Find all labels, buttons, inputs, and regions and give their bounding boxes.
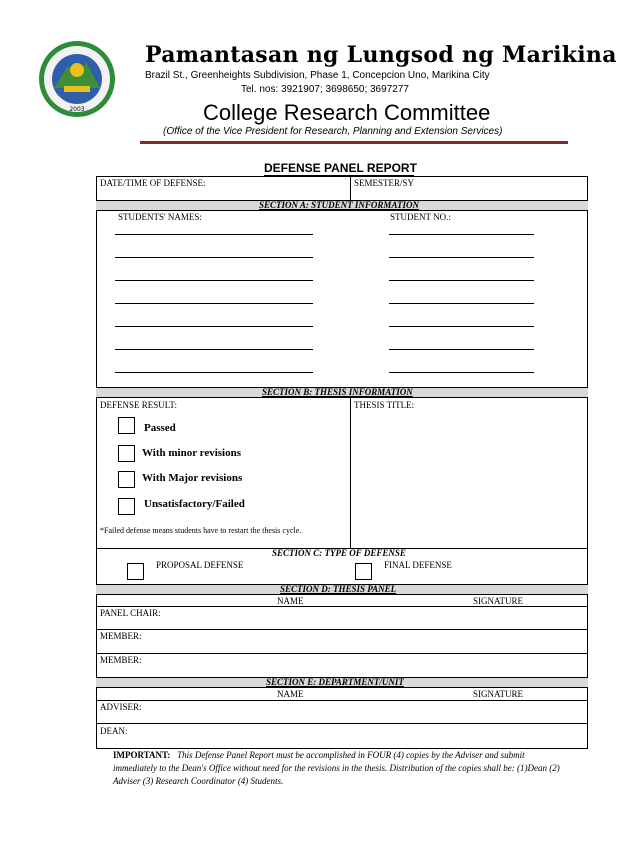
dept-name-column: NAME <box>277 689 304 699</box>
student-no-line-4[interactable] <box>389 303 534 304</box>
student-name-line-7[interactable] <box>115 372 313 373</box>
university-seal-logo <box>38 40 116 118</box>
university-name: Pamantasan ng Lungsod ng Marikina <box>145 42 617 68</box>
form-frame <box>96 176 588 749</box>
student-name-line-1[interactable] <box>115 234 313 235</box>
proposal-defense-checkbox[interactable] <box>127 563 144 580</box>
form-title: DEFENSE PANEL REPORT <box>264 161 417 175</box>
defense-result-label: DEFENSE RESULT: <box>100 400 177 410</box>
divider <box>96 606 588 607</box>
failed-checkbox[interactable] <box>118 498 135 515</box>
final-defense-checkbox[interactable] <box>355 563 372 580</box>
minor-revisions-checkbox[interactable] <box>118 445 135 462</box>
proposal-defense-label: PROPOSAL DEFENSE <box>156 560 244 570</box>
important-notice <box>113 749 568 788</box>
section-c-title: SECTION C: TYPE OF DEFENSE <box>272 548 406 558</box>
panel-signature-column: SIGNATURE <box>473 596 524 606</box>
panel-name-column: NAME <box>277 596 304 606</box>
committee-name: College Research Committee <box>203 100 491 125</box>
thesis-title-label: THESIS TITLE: <box>354 400 415 410</box>
student-name-line-5[interactable] <box>115 326 313 327</box>
university-address: Brazil St., Greenheights Subdivision, Phase 1, Concepcion Uno, Marikina City <box>145 70 490 81</box>
minor-revisions-label: With minor revisions <box>142 447 242 459</box>
student-name-line-4[interactable] <box>115 303 313 304</box>
telephone-numbers: Tel. nos: 3921907; 3698650; 3697277 <box>241 84 409 95</box>
divider <box>350 176 351 200</box>
member-1-label: MEMBER: <box>100 631 142 641</box>
student-name-line-6[interactable] <box>115 349 313 350</box>
passed-checkbox[interactable] <box>118 417 135 434</box>
major-revisions-label: With Major revisions <box>142 472 243 484</box>
student-name-line-2[interactable] <box>115 257 313 258</box>
dean-label: DEAN: <box>100 726 128 736</box>
student-no-line-6[interactable] <box>389 349 534 350</box>
section-d-title: SECTION D: THESIS PANEL <box>280 584 397 594</box>
student-no-line-2[interactable] <box>389 257 534 258</box>
student-no-line-1[interactable] <box>389 234 534 235</box>
date-time-label: DATE/TIME OF DEFENSE: <box>100 178 206 188</box>
member-2-label: MEMBER: <box>100 655 142 665</box>
divider <box>96 700 588 701</box>
failed-label: Unsatisfactory/Failed <box>144 498 245 510</box>
failed-note: *Failed defense means students have to restart the thesis cycle. <box>100 526 302 535</box>
section-a-title: SECTION A: STUDENT INFORMATION <box>259 200 419 210</box>
student-no-line-5[interactable] <box>389 326 534 327</box>
logo-year: 2003 <box>69 106 85 113</box>
major-revisions-checkbox[interactable] <box>118 471 135 488</box>
adviser-row-line[interactable] <box>96 723 588 724</box>
divider <box>350 398 351 548</box>
panel-chair-row-line[interactable] <box>96 629 588 630</box>
student-no-label: STUDENT NO.: <box>390 212 451 222</box>
important-text: This Defense Panel Report must be accomplished in FOUR (4) copies by the Adviser and submit immediately to the Dean's Office without need for the revisions in the thesis. Distribution of the copies shall be: (1)Dean (2) Adviser (3) Research Coordinator (4) Students. <box>113 750 560 786</box>
office-name: (Office of the Vice President for Research, Planning and Extension Services) <box>163 126 503 137</box>
adviser-label: ADVISER: <box>100 702 142 712</box>
header-rule <box>140 141 568 144</box>
student-no-line-3[interactable] <box>389 280 534 281</box>
section-e-title: SECTION E: DEPARTMENT/UNIT <box>266 677 404 687</box>
section-b-title: SECTION B: THESIS INFORMATION <box>262 387 413 397</box>
semester-label: SEMESTER/SY <box>354 178 415 188</box>
student-name-line-3[interactable] <box>115 280 313 281</box>
passed-label: Passed <box>144 422 176 434</box>
dept-signature-column: SIGNATURE <box>473 689 524 699</box>
students-names-label: STUDENTS' NAMES: <box>118 212 202 222</box>
panel-chair-label: PANEL CHAIR: <box>100 608 161 618</box>
student-no-line-7[interactable] <box>389 372 534 373</box>
important-label: IMPORTANT: <box>113 750 171 760</box>
final-defense-label: FINAL DEFENSE <box>384 560 452 570</box>
member-1-row-line[interactable] <box>96 653 588 654</box>
